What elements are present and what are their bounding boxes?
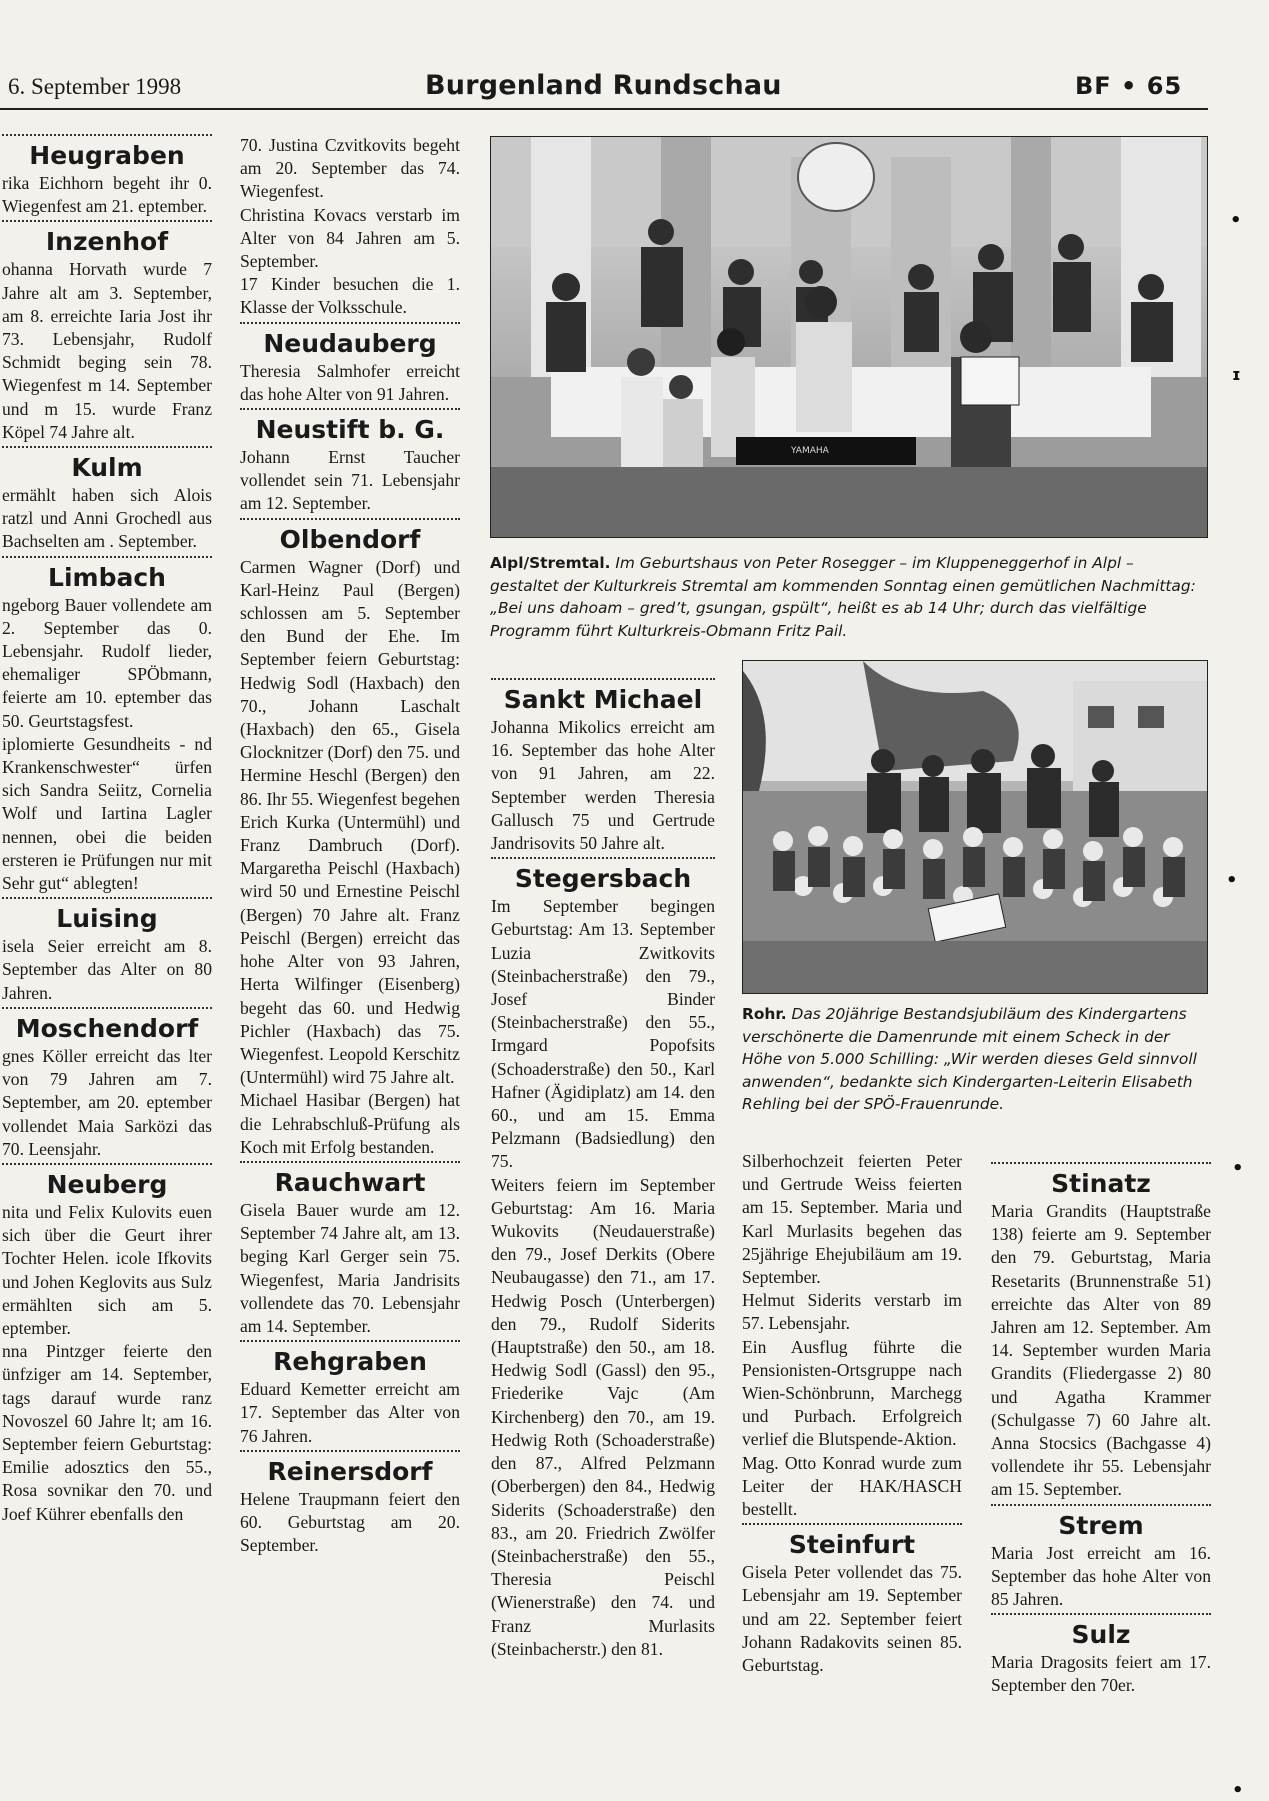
- section-text: ngeborg Bauer vollendete am 2. September das 0. Lebensjahr. Rudolf lieder, ehemaliger SPÖbmann, feierte am 10. eptember das 50. Geurtstagsfest.: [2, 594, 212, 731]
- section-heading: Neudauberg: [240, 322, 460, 360]
- section-text: Helene Traupmann feiert den 60. Geburtstag am 20. September.: [240, 1488, 460, 1556]
- section-heading: Kulm: [2, 446, 212, 484]
- section-text: Gisela Peter vollendet das 75. Lebensjahr am 19. September und am 22. September feiert Johann Radakovits seinen 85. Geburtstag.: [742, 1562, 962, 1676]
- music-group-image: [491, 137, 1207, 537]
- photo1-caption: [490, 552, 1206, 642]
- section-text: Christina Kovacs verstarb im Alter von 84 Jahren am 5. September.: [240, 204, 460, 272]
- section-heading: Sulz: [991, 1613, 1211, 1651]
- section-heading: Rauchwart: [240, 1161, 460, 1199]
- section-heading: Neuberg: [2, 1163, 212, 1201]
- section-heading: Heugraben: [2, 134, 212, 172]
- section-heading: Moschendorf: [2, 1007, 212, 1045]
- section-text: Theresia Salmhofer erreicht das hohe Alter von 91 Jahren.: [240, 360, 460, 404]
- column-3: [491, 678, 715, 1661]
- scan-mark: •: [1226, 870, 1238, 891]
- section-heading: Stegersbach: [491, 857, 715, 895]
- section-heading: Luising: [2, 897, 212, 935]
- section-text: Carmen Wagner (Dorf) und Karl-Heinz Paul (Bergen) schlossen am 5. September den Bund der Ehe. Im September feiern Geburtstag: Hedwig Sodl (Haxbach) den 70., Johann Laschalt (Haxbach) den 65., Gisela Glocknitzer (Dorf) den 75. und Hermine Heschl (Bergen) den 86. Ihr 55. Wiegenfest begehen Erich Kurka (Untermühl) und Franz Dambruch (Dorf). Margaretha Peischl (Haxbach) wird 50 und Ernestine Peischl (Bergen) 70 Jahre alt. Franz Peischl (Bergen) erreicht das hohe Alter von 93 Jahren, Herta Wilfinger (Eisenberg) begeht das 60. und Hedwig Pichler (Haxbach) das 75. Wiegenfest. Leopold Kerschitz (Untermühl) wird 75 Jahre alt.: [240, 556, 460, 1088]
- photo2-caption: [742, 1003, 1206, 1116]
- scan-mark: ɪ: [1232, 365, 1241, 384]
- section-heading: Steinfurt: [742, 1523, 962, 1561]
- section-text: Im September begingen Geburtstag: Am 13. September Luzia Zwitkovits (Steinbacherstraße) den 79., Josef Binder (Steinbacherstraße) den 55., Irmgard Popofsits (Schoaderstraße) den 50., Karl Hafner (Ägidiplatz) am 14. den 60., und am 15. Emma Pelzmann (Badsiedlung) den 75.: [491, 896, 715, 1172]
- section-text: gnes Köller erreicht das lter von 79 Jahren am 7. September, am 20. eptember vollendet Maia Sarközi das 70. Leensjahr.: [2, 1045, 212, 1159]
- section-text: Ein Ausflug führte die Pensionisten-Ortsgruppe nach Wien-Schönbrunn, Marchegg und Purbach. Erfolgreich verlief die Blutspende-Aktion.: [742, 1336, 962, 1450]
- section-text: ermählt haben sich Alois ratzl und Anni Grochedl aus Bachselten am . September.: [2, 485, 212, 552]
- column-4: [742, 1150, 962, 1677]
- section-text: 70. Justina Czvitkovits begeht am 20. September das 74. Wiegenfest.: [240, 135, 460, 202]
- photo-kindergarten: [742, 660, 1208, 994]
- scan-mark: •: [1232, 1780, 1244, 1801]
- section-text: Helmut Siderits verstarb im 57. Lebensjahr.: [742, 1290, 962, 1334]
- caption-text: Das 20jährige Bestandsjubiläum des Kindergartens verschönerte die Damenrunde mit einem Scheck in der Höhe von 5.000 Schilling: „Wir werden dieses Geld sinnvoll anwenden“, bedankte sich Kindergarten-Leiterin Elisabeth Rehling bei der SPÖ-Frauenrunde.: [742, 1005, 1197, 1113]
- section-text: isela Seier erreicht am 8. September das Alter on 80 Jahren.: [2, 936, 212, 1003]
- scan-mark: •: [1232, 1158, 1244, 1179]
- photo-music-group: [490, 136, 1208, 538]
- section-heading: Rehgraben: [240, 1340, 460, 1378]
- section-text: rika Eichhorn begeht ihr 0. Wiegenfest am 21. eptember.: [2, 173, 212, 217]
- page-number: BF • 65: [1075, 72, 1183, 100]
- column-1: [2, 134, 212, 1526]
- section-heading: Sankt Michael: [491, 678, 715, 716]
- header-rule: [0, 108, 1208, 110]
- section-heading: Stinatz: [991, 1162, 1211, 1200]
- kindergarten-image: [743, 661, 1207, 993]
- newspaper-title: Burgenland Rundschau: [425, 70, 782, 101]
- scan-mark: •: [1230, 210, 1242, 231]
- section-text: iplomierte Gesundheits - nd Krankenschwester“ ürfen sich Sandra Seiitz, Cornelia Wolf und Iartina Lagler nennen, obei die beiden ersteren ie Prüfungen nur mit Sehr gut“ ablegten!: [2, 733, 212, 894]
- section-text: Maria Grandits (Hauptstraße 138) feierte am 9. September den 79. Geburtstag, Maria Resetarits (Brunnenstraße 51) erreichte das Alter von 89 Jahren am 12. September. Am 14. September wurden Maria Grandits (Fliedergasse 2) 80 und Agatha Krammer (Schulgasse 7) 60 Jahre alt. Anna Stocsics (Bachgasse 4) vollendete ihr 55. Lebensjahr am 15. September.: [991, 1201, 1211, 1500]
- section-text: Johanna Mikolics erreicht am 16. September das hohe Alter von 91 Jahren, am 22. September werden Theresia Gallusch 75 und Gertrude Jandrisovits 50 Jahre alt.: [491, 717, 715, 854]
- caption-lead: Rohr.: [742, 1005, 787, 1023]
- section-text: nita und Felix Kulovits euen sich über die Geurt ihrer Tochter Helen. icole Ifkovits und Johen Keglovits aus Sulz ermählten sich am 5. eptember.: [2, 1201, 212, 1338]
- section-text: ohanna Horvath wurde 7 Jahre alt am 3. September, am 8. erreichte Iaria Jost ihr 73. Lebensjahr, Rudolf Schmidt beging sein 78. Wiegenfest m 14. September und m 15. wurde Franz Köpel 74 Jahre alt.: [2, 259, 212, 442]
- caption-text: Im Geburtshaus von Peter Rosegger – im Kluppeneggerhof in Alpl – gestaltet der Kulturkreis Stremtal am kommenden Sonntag einen gemütlichen Nachmittag: „Bei uns dahoam – gred’t, gsungan, gspült“, heißt es ab 14 Uhr; durch das vielfältige Programm führt Kulturkreis-Obmann Fritz Pail.: [490, 554, 1196, 640]
- section-heading: Limbach: [2, 556, 212, 594]
- section-heading: Strem: [991, 1504, 1211, 1542]
- section-heading: Olbendorf: [240, 518, 460, 556]
- keyboard-label: YAMAHA: [791, 446, 829, 456]
- section-heading: Reinersdorf: [240, 1450, 460, 1488]
- column-2: [240, 134, 460, 1557]
- section-text: Michael Hasibar (Bergen) hat die Lehrabschluß-Prüfung als Koch mit Erfolg bestanden.: [240, 1090, 460, 1157]
- section-heading: Neustift b. G.: [240, 408, 460, 446]
- caption-lead: Alpl/Stremtal.: [490, 554, 611, 572]
- section-heading: Inzenhof: [2, 220, 212, 258]
- section-text: Johann Ernst Taucher vollendet sein 71. Lebensjahr am 12. September.: [240, 447, 460, 514]
- issue-date: 6. September 1998: [8, 74, 182, 99]
- section-text: Maria Jost erreicht am 16. September das hohe Alter von 85 Jahren.: [991, 1542, 1211, 1610]
- page-header: [0, 70, 1210, 110]
- section-text: Gisela Bauer wurde am 12. September 74 Jahre alt, am 13. beging Karl Gerger sein 75. Wiegenfest, Maria Jandrisits vollendete das 70. Lebensjahr am 14. September.: [240, 1199, 460, 1336]
- column-5: [991, 1160, 1211, 1698]
- section-text: Maria Dragosits feiert am 17. September den 70er.: [991, 1652, 1211, 1696]
- section-text: Mag. Otto Konrad wurde zum Leiter der HAK/HASCH bestellt.: [742, 1452, 962, 1520]
- section-text: Eduard Kemetter erreicht am 17. September das Alter von 76 Jahren.: [240, 1379, 460, 1446]
- section-text: 17 Kinder besuchen die 1. Klasse der Volksschule.: [240, 274, 460, 318]
- section-text: Weiters feiern im September Geburtstag: Am 16. Maria Wukovits (Neudauerstraße) den 79., Josef Derkits (Obere Neubaugasse) den 71., am 17. Hedwig Posch (Unterbergen) den 79., Rudolf Siderits (Hauptstraße) den 50., am 18. Hedwig Sodl (Gassl) den 95., Friederike Vajc (Am Kirchenberg) den 70., am 19. Hedwig Roth (Schoaderstraße) den 87., Alfred Pelzmann (Oberbergen) den 84., Hedwig Siderits (Schoaderstraße) den 83., am 20. Friedrich Zwölfer (Steinbacherstraße) den 55., Theresia Peischl (Wienerstraße) den 74. und Franz Murlasits (Steinbacherstr.) den 81.: [491, 1174, 715, 1659]
- section-text: Silberhochzeit feierten Peter und Gertrude Weiss feierten am 15. September. Maria und Karl Murlasits begehen das 25jährige Ehejubiläum am 19. September.: [742, 1151, 962, 1288]
- section-text: nna Pintzger feierte den ünfziger am 14. September, tags darauf wurde ranz Novoszel 60 Jahre lt; am 16. September feiern Geburtstag: Emilie adosztics den 55., Rosa sovnikar den 70. und Joef Kührer ebenfalls den: [2, 1341, 212, 1524]
